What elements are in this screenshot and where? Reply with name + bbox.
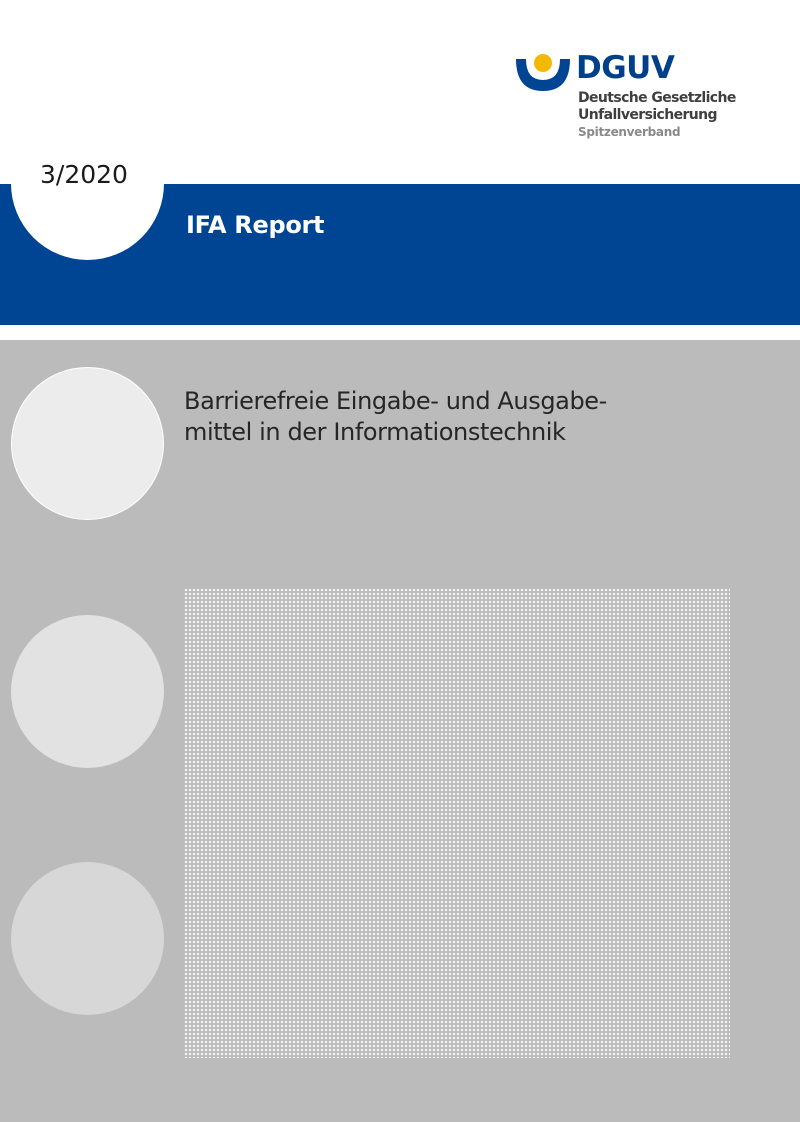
logo-name-line1: Deutsche Gesetzliche [578, 90, 736, 106]
decorative-circle-bottom [11, 862, 164, 1015]
series-title: IFA Report [186, 211, 325, 239]
issue-number: 3/2020 [40, 160, 128, 189]
decorative-circle-middle [11, 615, 164, 768]
logo-subtitle: Spitzenverband [578, 125, 681, 139]
dguv-emblem-icon [514, 53, 572, 95]
decorative-circle-top [11, 367, 164, 520]
dguv-logo [514, 45, 754, 145]
document-title [184, 386, 744, 448]
logo-abbreviation: DGUV [576, 50, 675, 86]
dot-pattern-field [184, 588, 730, 1058]
logo-name-line2: Unfallversicherung [578, 107, 717, 123]
document-title-line2: mittel in der Informationstechnik [184, 418, 566, 446]
document-title-line1: Barrierefreie Eingabe- und Ausgabe- [184, 387, 607, 415]
